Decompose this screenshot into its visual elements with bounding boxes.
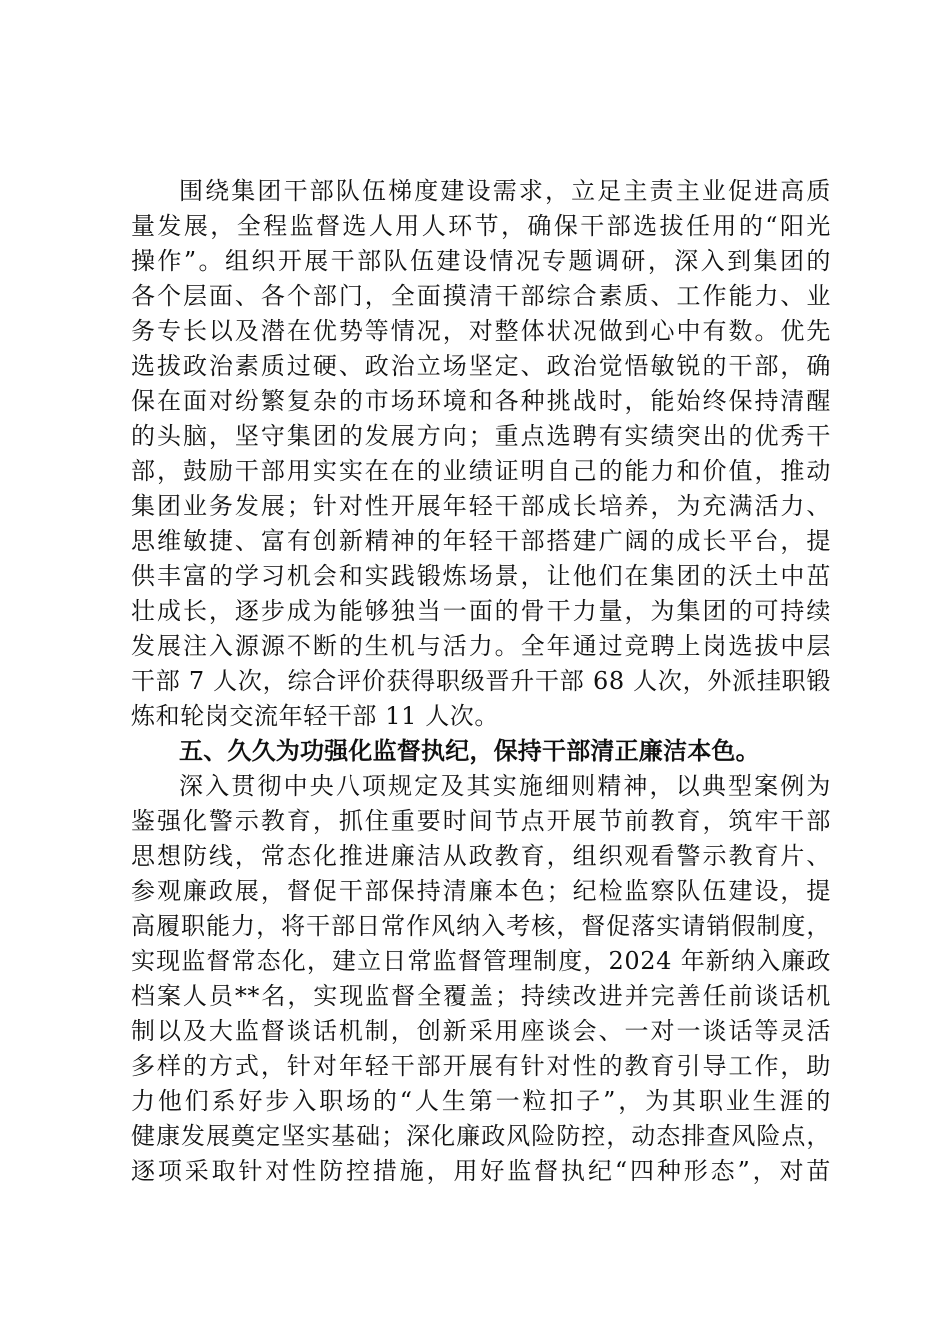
text-line: 制以及大监督谈话机制，创新采用座谈会、一对一谈话等灵活 [131,1017,831,1045]
text-line: 部，鼓励干部用实实在在的业绩证明自己的能力和价值，推动 [131,457,831,485]
text-line: 参观廉政展，督促干部保持清廉本色；纪检监察队伍建设，提 [131,877,831,905]
text-line: 鉴强化警示教育，抓住重要时间节点开展节前教育，筑牢干部 [131,807,831,835]
text-line: 集团业务发展；针对性开展年轻干部成长培养，为充满活力、 [131,492,831,520]
text-line: 档案人员**名，实现监督全覆盖；持续改进并完善任前谈话机 [131,982,831,1010]
text-line: 务专长以及潜在优势等情况，对整体状况做到心中有数。优先 [131,317,831,345]
text-line: 干部 7 人次，综合评价获得职级晋升干部 68 人次，外派挂职锻 [131,667,831,695]
text-line: 逐项采取针对性防控措施，用好监督执纪“四种形态”，对苗 [131,1157,831,1185]
text-line: 操作”。组织开展干部队伍建设情况专题调研，深入到集团的 [131,247,831,275]
text-line: 高履职能力，将干部日常作风纳入考核，督促落实请销假制度， [131,912,831,940]
text-line: 发展注入源源不断的生机与活力。全年通过竞聘上岗选拔中层 [131,632,831,660]
text-line: 量发展，全程监督选人用人环节，确保干部选拔任用的“阳光 [131,212,831,240]
section-heading: 五、久久为功强化监督执纪，保持干部清正廉洁本色。 [179,737,760,765]
text-line: 健康发展奠定坚实基础；深化廉政风险防控，动态排查风险点， [131,1122,831,1150]
text-line: 的头脑，坚守集团的发展方向；重点选聘有实绩突出的优秀干 [131,422,831,450]
text-line: 多样的方式，针对年轻干部开展有针对性的教育引导工作，助 [131,1052,831,1080]
text-line: 力他们系好步入职场的“人生第一粒扣子”，为其职业生涯的 [131,1087,831,1115]
text-line: 供丰富的学习机会和实践锻炼场景，让他们在集团的沃土中茁 [131,562,831,590]
text-line: 实现监督常态化，建立日常监督管理制度，2024 年新纳入廉政 [131,947,831,975]
text-line: 思维敏捷、富有创新精神的年轻干部搭建广阔的成长平台，提 [131,527,831,555]
text-line: 壮成长，逐步成为能够独当一面的骨干力量，为集团的可持续 [131,597,831,625]
text-line: 围绕集团干部队伍梯度建设需求，立足主责主业促进高质 [179,177,831,205]
text-line: 各个层面、各个部门，全面摸清干部综合素质、工作能力、业 [131,282,831,310]
text-line: 选拔政治素质过硬、政治立场坚定、政治觉悟敏锐的干部，确 [131,352,831,380]
text-line: 炼和轮岗交流年轻干部 11 人次。 [131,702,499,730]
text-line: 思想防线，常态化推进廉洁从政教育，组织观看警示教育片、 [131,842,831,870]
text-line: 深入贯彻中央八项规定及其实施细则精神，以典型案例为 [179,772,831,800]
text-line: 保在面对纷繁复杂的市场环境和各种挑战时，能始终保持清醒 [131,387,831,415]
